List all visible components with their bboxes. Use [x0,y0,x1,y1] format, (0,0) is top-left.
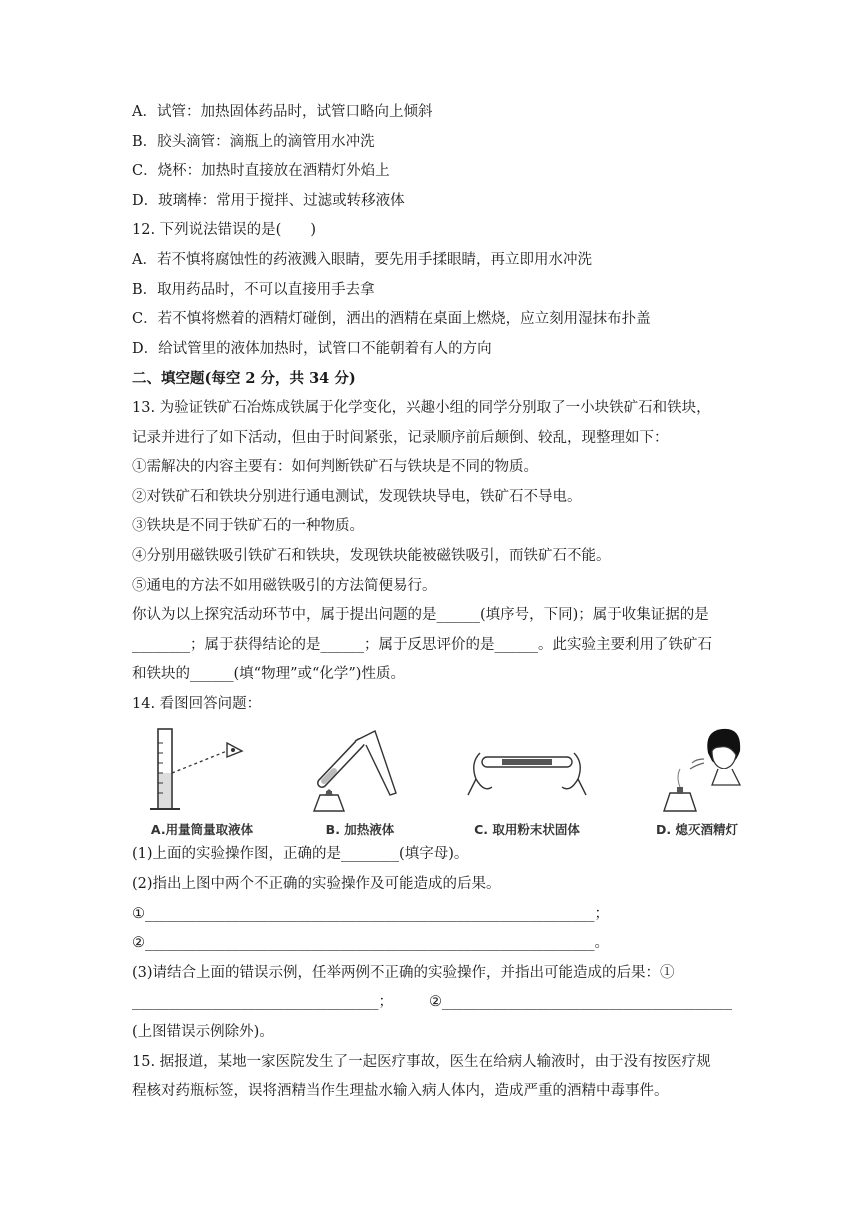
figure-c-caption: C. 取用粉末状固体 [474,822,580,838]
q12-option-b: B．取用药品时，不可以直接用手去拿 [132,281,375,298]
question-15 [132,1048,732,1107]
q11-option-c: C．烧杯：加热时直接放在酒精灯外焰上 [132,163,390,180]
figure-a-caption: A.用量筒量取液体 [150,822,254,838]
q14-answer-blank-2: ②______________________________________________________________。 [132,935,609,952]
q11-option-d: D．玻璃棒：常用于搅拌、过滤或转移液体 [132,192,405,209]
q13-line: ③铁块是不同于铁矿石的一种物质。 [132,518,364,535]
q15-line: 程核对药瓶标签，误将酒精当作生理盐水输入病人体内，造成严重的酒精中毒事件。 [132,1083,669,1100]
figure-d-caption: D. 熄灭酒精灯 [656,822,738,838]
q13-line: ④分别用磁铁吸引铁矿石和铁块，发现铁块能被磁铁吸引，而铁矿石不能。 [132,547,611,564]
q12-stem: 12. 下列说法错误的是( ) [132,222,316,239]
q13-line: ①需解决的内容主要有：如何判断铁矿石与铁块是不同的物质。 [132,459,538,476]
q14-answer-blank-1: ①______________________________________________________________； [132,905,609,922]
q14-part3-end: (上图错误示例除外)。 [132,1024,274,1041]
q13-line: ________；属于获得结论的是______；属于反思评价的是______。此实验主要利用了铁矿石 [132,636,712,653]
q15-line: 15. 据报道，某地一家医院发生了一起医疗事故，医生在给病人输液时，由于没有按医疗规 [132,1053,711,1070]
q14-part2: (2)指出上图中两个不正确的实验操作及可能造成的后果。 [132,876,501,893]
q12-option-c: C．若不慎将燃着的酒精灯碰倒，洒出的酒精在桌面上燃烧，应立刻用湿抹布扑盖 [132,311,651,328]
figure-b-caption: B. 加热液体 [325,822,395,838]
q14-stem: 14. 看图回答问题： [132,695,262,712]
question-12 [132,216,732,364]
q14-part1: (1)上面的实验操作图，正确的是________(填字母)。 [132,846,469,863]
figure-c [462,723,592,838]
figure-b [300,723,420,838]
question-14 [132,690,738,1048]
q13-line: 你认为以上探究活动环节中，属于提出问题的是______(填序号，下同)；属于收集证据的是 [132,607,709,624]
q13-line: 13. 为验证铁矿石冶炼成铁属于化学变化，兴趣小组的同学分别取了一小块铁矿石和铁块， [132,399,711,416]
q14-part3: (3)请结合上面的错误示例，任举两例不正确的实验操作，并指出可能造成的后果：① [132,964,675,981]
figure-d [632,723,762,838]
graduated-cylinder-icon [132,723,272,818]
q14-part3-blank-2: ②________________________________________ [429,994,732,1011]
q12-option-a: A．若不慎将腐蚀性的药液溅入眼睛，要先用手揉眼睛，再立即用水冲洗 [132,251,592,268]
question-13 [132,394,732,690]
q11-option-b: B．胶头滴管：滴瓶上的滴管用水冲洗 [132,133,375,150]
q11-options [132,98,732,216]
q14-part3-blanks [132,988,732,1018]
q13-line: ⑤通电的方法不如用磁铁吸引的方法简便易行。 [132,577,437,594]
exam-page [132,98,738,1107]
q13-line: ②对铁矿石和铁块分别进行通电测试，发现铁块导电，铁矿石不导电。 [132,488,582,505]
q13-line: 和铁块的______(填“物理”或“化学”)性质。 [132,666,405,683]
section-title: 二、填空题(每空 2 分，共 34 分) [132,370,356,388]
q13-line: 记录并进行了如下活动，但由于时间紧张，记录顺序前后颠倒、较乱，现整理如下： [132,429,669,446]
q14-figure-row [132,723,738,838]
heating-test-tube-icon [300,723,420,818]
q11-option-a: A．试管：加热固体药品时，试管口略向上倾斜 [132,104,433,120]
powder-test-tube-icon [462,723,592,818]
q12-option-d: D．给试管里的液体加热时，试管口不能朝着有人的方向 [132,340,492,357]
figure-a [132,723,272,838]
q14-part3-blank-1: __________________________________； [132,994,393,1011]
blowing-lamp-icon [632,723,762,818]
